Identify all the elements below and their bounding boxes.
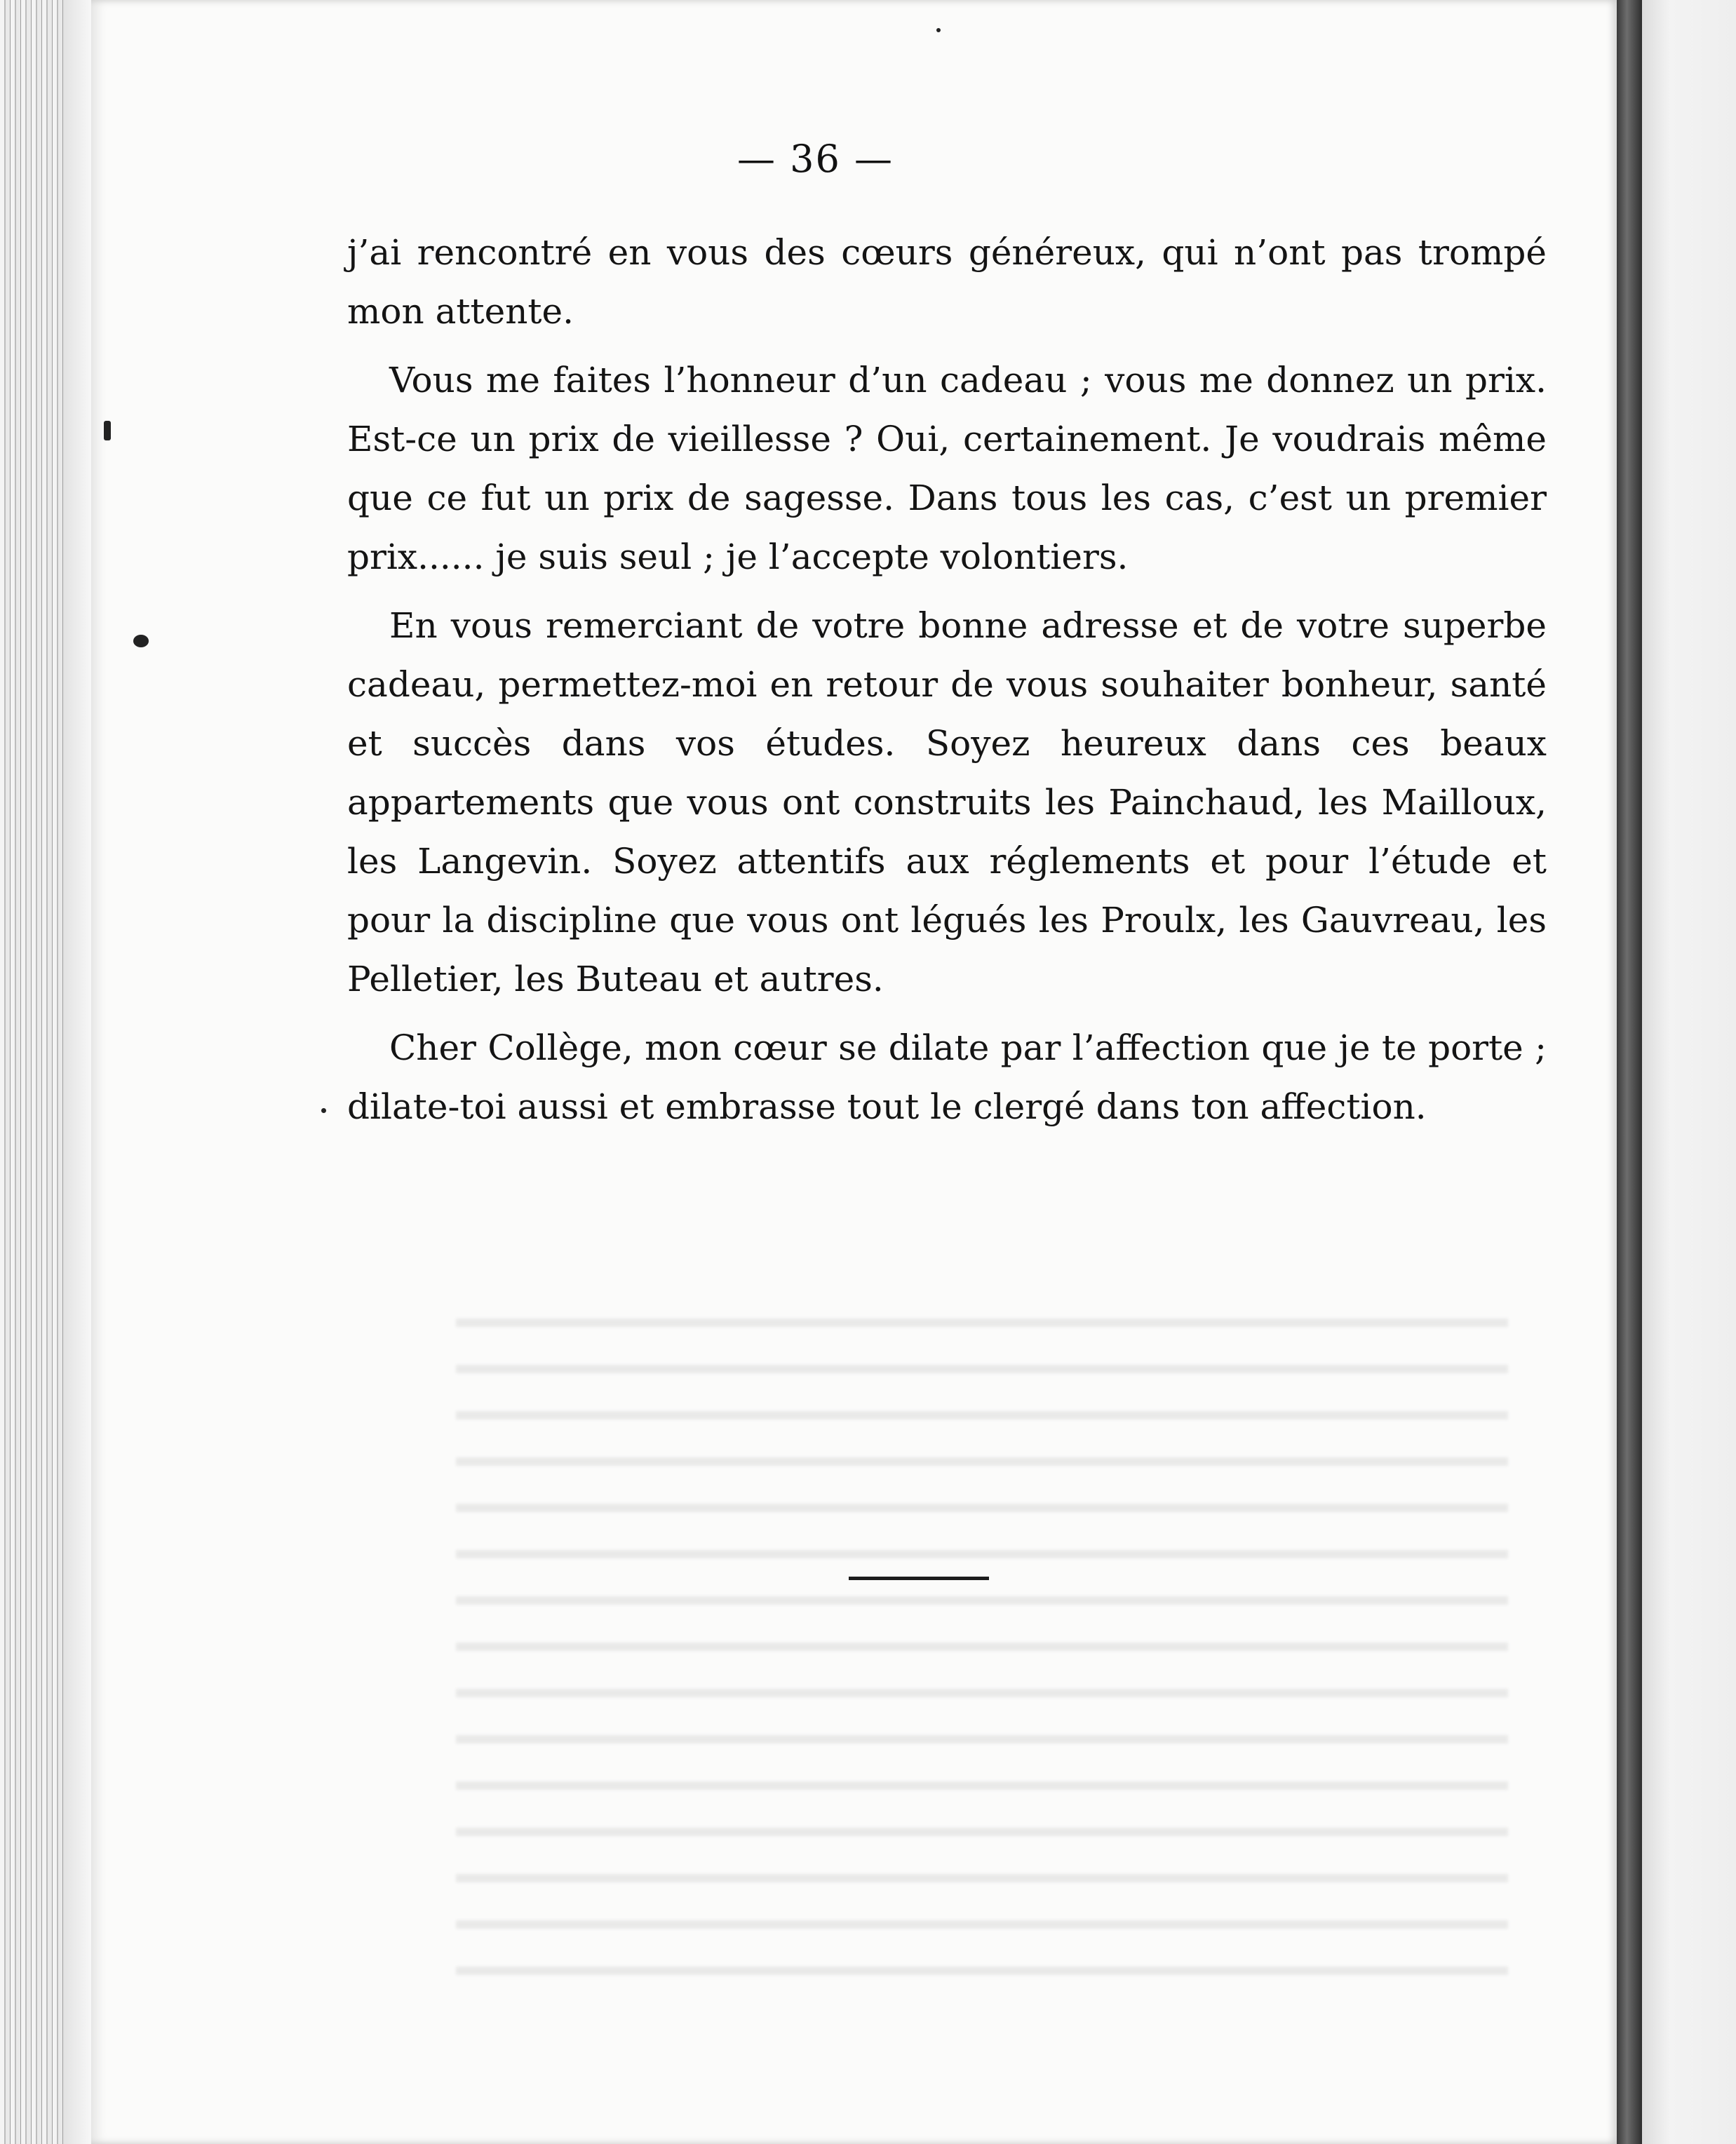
book-binding	[1617, 0, 1642, 2144]
paragraph-2: Vous me faites l’honneur d’un cadeau ; vous me donnez un prix. Est-ce un prix de vieillesse ? Oui, certainement. Je voudrais même que ce fut un prix de sagesse. Dans tous les cas, c’est un premier prix...... je suis seul ; je l’accepte volontiers.	[347, 360, 1547, 577]
ink-speck	[104, 421, 111, 440]
paragraph-3: En vous remerciant de votre bonne adresse et de votre superbe cadeau, permettez-moi en retour de vous souhaiter bonheur, santé et succès dans vos études. Soyez heureux dans ces beaux appartements que vous ont construits les Painchaud, les Mailloux, les Langevin. Soyez attentifs aux réglements et pour l’étude et pour la discipline que vous ont légués les Proulx, les Gauvreau, les Pelletier, les Buteau et autres.	[347, 605, 1547, 999]
body-text	[347, 223, 1547, 1146]
closing-rule	[849, 1577, 989, 1580]
stacked-page-edges	[0, 0, 91, 2144]
ink-speck	[936, 28, 941, 32]
paragraph-1: j’ai rencontré en vous des cœurs généreux, qui n’ont pas trompé mon attente.	[347, 232, 1547, 332]
page-number: — 36 —	[736, 137, 894, 181]
ink-speck	[133, 635, 149, 647]
paragraph-4: Cher Collège, mon cœur se dilate par l’affection que je te porte ; dilate-toi aussi et embrasse tout le clergé dans ton affection.	[347, 1027, 1547, 1127]
book-page	[91, 0, 1617, 2144]
ink-speck	[321, 1108, 326, 1113]
reverse-side-bleed-through	[456, 1290, 1508, 1992]
facing-page-edge	[1642, 0, 1736, 2144]
